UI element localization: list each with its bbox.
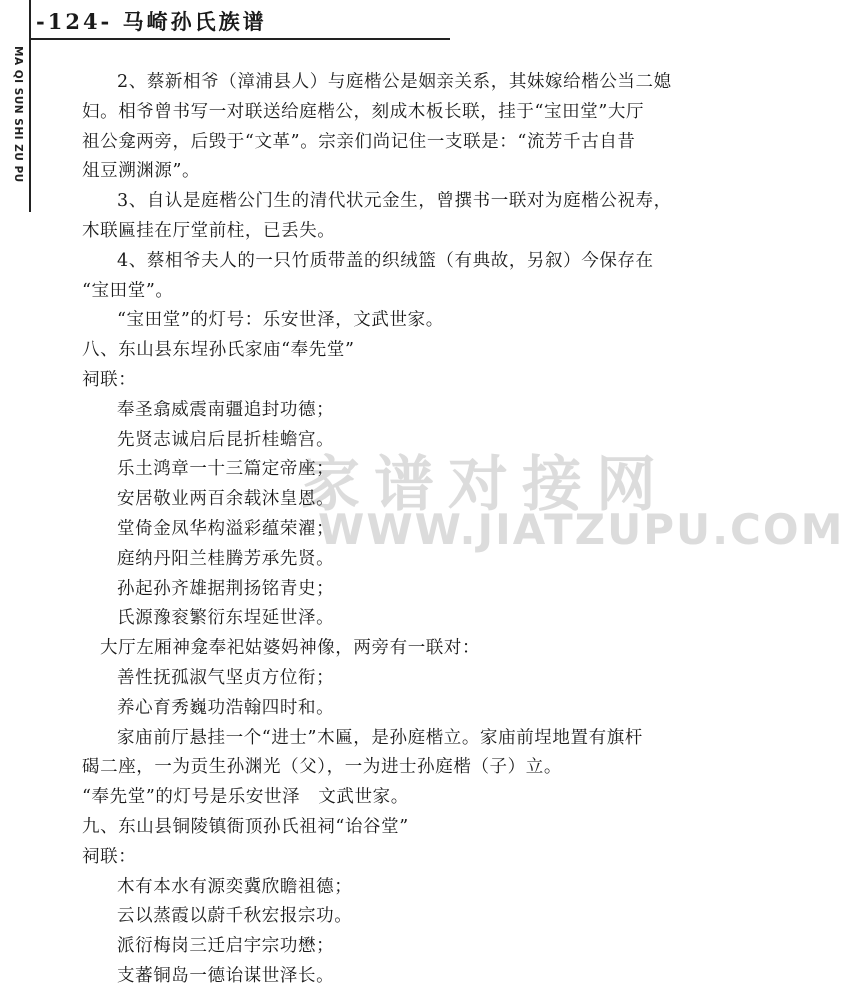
couplet-line: 木有本水有源奕冀欣瞻祖德； (117, 877, 353, 897)
text-line: 碣二座，一为贡生孙渊光（父），一为进士孙庭楷（子）立。 (82, 757, 562, 777)
text-line: 2、蔡新相爷（漳浦县人）与庭楷公是姻亲关系，其妹嫁给楷公当二媳 (117, 72, 672, 92)
couplet-line: 养心育秀巍功浩翰四时和。 (117, 698, 335, 718)
watermark-en: WWW.JIATZUPU.COM (318, 505, 844, 554)
page-title: -124- 马崎孙氏族谱 (36, 9, 267, 34)
couplet-line: 孙起孙齐雄据荆扬铭青史； (117, 579, 335, 599)
section-heading: 八、东山县东埕孙氏家庙“奉先堂” (82, 340, 355, 360)
couplet-line: 堂倚金凤华构溢彩蕴荣濯； (117, 519, 335, 539)
side-label: MA QI SUN SHI ZU PU (12, 46, 24, 183)
couplet-line: 安居敬业两百余载沐皇恩。 (117, 489, 335, 509)
text-line: 祠联： (82, 370, 137, 390)
text-line: 俎豆溯渊源”。 (82, 161, 201, 181)
text-line: “宝田堂”的灯号：乐安世泽，文武世家。 (117, 310, 444, 330)
couplet-line: 奉圣翕威震南疆追封功德； (117, 400, 335, 420)
couplet-line: 善性抚孤淑气坚贞方位衔； (117, 668, 335, 688)
couplet-line: 庭纳丹阳兰桂腾芳承先贤。 (117, 549, 335, 569)
text-line: 4、蔡相爷夫人的一只竹质带盖的织绒篮（有典故，另叙）今保存在 (117, 251, 654, 271)
couplet-line: 云以蒸霞以蔚千秋宏报宗功。 (117, 906, 353, 926)
text-line: 木联匾挂在厅堂前柱，已丢失。 (82, 221, 336, 241)
couplet-line: 氏源豫衮繁衍东埕延世泽。 (117, 608, 335, 628)
text-line: 大厅左厢神龛奉祀姑婆妈神像，两旁有一联对： (100, 638, 481, 658)
couplet-line: 支蕃铜岛一德诒谋世泽长。 (117, 966, 335, 986)
text-line: “宝田堂”。 (82, 281, 174, 301)
text-line: 3、自认是庭楷公门生的清代状元金生，曾撰书一联对为庭楷公祝寿， (117, 191, 672, 211)
text-line: 妇。相爷曾书写一对联送给庭楷公，刻成木板长联，挂于“宝田堂”大厅 (82, 102, 645, 122)
couplet-line: 派衍梅岗三迁启宇宗功懋； (117, 936, 335, 956)
text-line: 祠联： (82, 847, 137, 867)
couplet-line: 乐土鸿章一十三篇定帝座； (117, 459, 335, 479)
text-line: 祖公龛两旁，后毁于“文革”。宗亲们尚记住一支联是：“流芳千古自昔 (82, 132, 636, 152)
section-heading: 九、东山县铜陵镇衙顶孙氏祖祠“诒谷堂” (82, 817, 409, 837)
watermark-cn: 家谱对接网 (300, 450, 670, 520)
text-line: “奉先堂”的灯号是乐安世泽 文武世家。 (82, 787, 409, 807)
text-line: 家庙前厅悬挂一个“进士”木匾，是孙庭楷立。家庙前埕地置有旗杆 (117, 728, 643, 748)
couplet-line: 先贤志诚启后昆折桂蟾宫。 (117, 430, 335, 450)
